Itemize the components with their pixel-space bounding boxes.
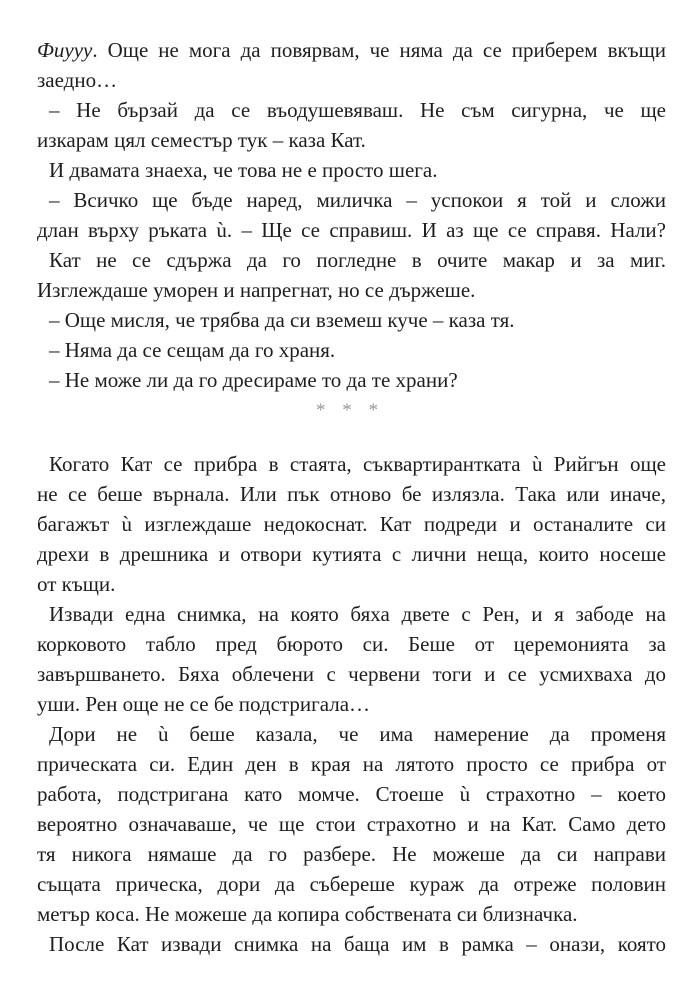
text-line: завършването. Бяха облечени с червени тоги и се усмихваха до: [37, 662, 666, 686]
text-line: – Всичко ще бъде наред, миличка – успокои я той и сложи: [49, 188, 666, 212]
text-line: заедно…: [37, 68, 118, 92]
text-line: работа, подстригана като момче. Стоеше ù страхотно – което: [37, 782, 666, 806]
text-line: уши. Рен още не се бе подстригала…: [37, 692, 371, 716]
text-line: – Не бързай да се въодушевяваш. Не съм сигурна, че ще: [49, 98, 666, 122]
text-line: После Кат извади снимка на баща им в рамка – онази, която: [49, 932, 666, 956]
text-line: И двамата знаеха, че това не е просто шега.: [49, 158, 438, 182]
text-line: Изглеждаше уморен и напрегнат, но се държеше.: [37, 278, 476, 302]
text-line: метър коса. Не можеше да копира собствената си близначка.: [37, 902, 578, 926]
text-line: същата прическа, дори да събереше кураж да отреже половин: [37, 872, 666, 896]
text-line: не се беше върнала. Или пък отново бе излязла. Така или иначе,: [37, 482, 666, 506]
text-line: корковото табло пред бюрото си. Беше от церемонията за: [37, 632, 666, 656]
text-line: Дори не ù беше казала, че има намерение да променя: [49, 722, 666, 746]
text-line: дрехи в дрешника и отвори кутията с лични неща, които носеше: [37, 542, 666, 566]
scene-separator: * * *: [316, 400, 384, 421]
text-line: прическата си. Един ден в края на лятото просто се прибра от: [37, 752, 666, 776]
text-line: изкарам цял семестър тук – каза Кат.: [37, 128, 366, 152]
text-line: – Още мисля, че трябва да си вземеш куче – каза тя.: [49, 308, 515, 332]
text-line: от къщи.: [37, 572, 116, 596]
italic-word: Фиууу: [37, 38, 93, 62]
text-line: Когато Кат се прибра в стаята, съквартирантката ù Рийгън още: [49, 452, 666, 476]
text-line: [37, 35, 666, 65]
text-line: – Не може ли да го дресираме то да те храни?: [49, 368, 458, 392]
text-line: Извади една снимка, на която бяха двете с Рен, и я забоде на: [49, 602, 666, 626]
text-line: Кат не се сдържа да го погледне в очите макар и за миг.: [49, 248, 666, 272]
text-line: – Няма да се сещам да го храня.: [49, 338, 336, 362]
text-line: багажът ù изглеждаше недокоснат. Кат подреди и останалите си: [37, 512, 666, 536]
text-line: тя никога нямаше да го разбере. Не можеше да си направи: [37, 842, 666, 866]
text-line: длан върху ръката ù. – Ще се справиш. И аз ще се справя. Нали?: [37, 218, 666, 242]
text-line: вероятно означаваше, че ще стои страхотно и на Кат. Само дето: [37, 812, 666, 836]
line-text: . Още не мога да повярвам, че няма да се приберем вкъщи: [92, 38, 666, 62]
